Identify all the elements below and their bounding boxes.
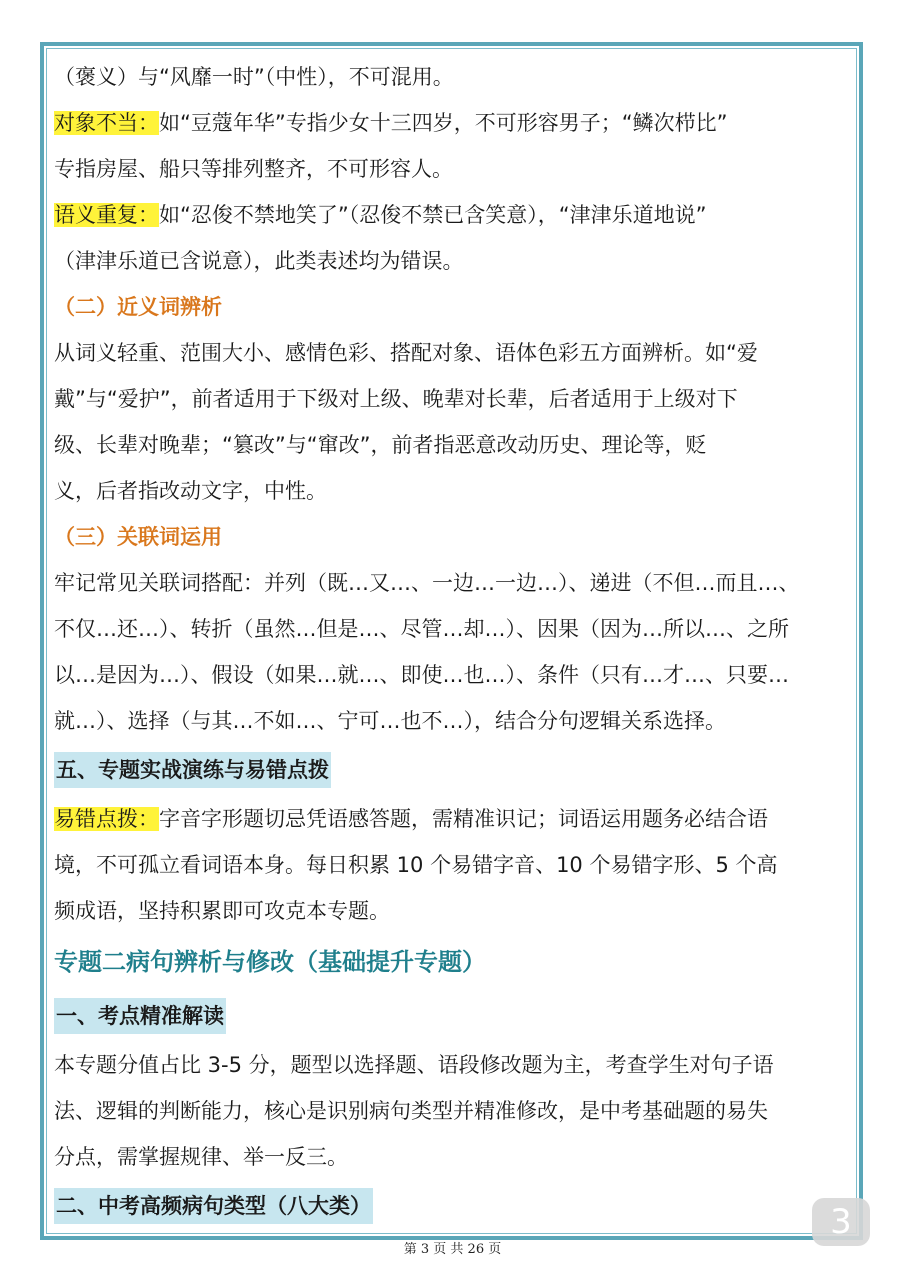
topic-heading: 专题二病句辨析与修改（基础提升专题） xyxy=(54,948,486,976)
paragraph-line: 频成语，坚持积累即可攻克本专题。 xyxy=(54,899,390,923)
paragraph-line: 戴”与“爱护”，前者适用于下级对上级、晚辈对长辈，后者适用于上级对下 xyxy=(54,387,738,411)
section-heading-row xyxy=(54,1180,844,1232)
paragraph-line: 境，不可孤立看词语本身。每日积累 10 个易错字音、10 个易错字形、5 个高 xyxy=(54,853,778,877)
highlight-label: 语义重复： xyxy=(54,203,159,227)
paragraph-line: （津津乐道已含说意），此类表述均为错误。 xyxy=(54,249,464,273)
paragraph-line: 对象不当：如“豆蔻年华”专指少女十三四岁，不可形容男子；“鳞次栉比” xyxy=(54,111,728,135)
page-number-badge: 3 xyxy=(812,1198,870,1246)
paragraph-line: 级、长辈对晚辈；“篡改”与“窜改”，前者指恶意改动历史、理论等，贬 xyxy=(54,433,707,457)
highlight-label: 对象不当： xyxy=(54,111,159,135)
paragraph-line: 从词义轻重、范围大小、感情色彩、搭配对象、语体色彩五方面辨析。如“爱 xyxy=(54,341,758,365)
document-body xyxy=(54,54,844,1232)
paragraph-line: 专指房屋、船只等排列整齐，不可形容人。 xyxy=(54,157,453,181)
section-heading-row xyxy=(54,990,844,1042)
paragraph-line: 以…是因为…）、假设（如果…就…、即使…也…）、条件（只有…才…、只要… xyxy=(54,663,789,687)
paragraph-line: 牢记常见关联词搭配：并列（既…又…、一边…一边…）、递进（不但…而且…、 xyxy=(54,571,800,595)
paragraph-line: 分点，需掌握规律、举一反三。 xyxy=(54,1145,348,1169)
subsection-heading: （二）近义词辨析 xyxy=(54,295,222,319)
paragraph-line: 不仅…还…）、转折（虽然…但是…、尽管…却…）、因果（因为…所以…、之所 xyxy=(54,617,789,641)
subsection-heading: （三）关联词运用 xyxy=(54,525,222,549)
paragraph-line: 法、逻辑的判断能力，核心是识别病句类型并精准修改，是中考基础题的易失 xyxy=(54,1099,768,1123)
paragraph-line: 语义重复：如“忍俊不禁地笑了”（忍俊不禁已含笑意），“津津乐道地说” xyxy=(54,203,707,227)
paragraph-line: 易错点拨：字音字形题切忌凭语感答题，需精准识记；词语运用题务必结合语 xyxy=(54,807,768,831)
paragraph-line: 本专题分值占比 3-5 分，题型以选择题、语段修改题为主，考查学生对句子语 xyxy=(54,1053,774,1077)
section-heading: 五、专题实战演练与易错点拨 xyxy=(54,752,331,788)
section-heading-row xyxy=(54,744,844,796)
paragraph-line: （褒义）与“风靡一时”（中性），不可混用。 xyxy=(54,65,454,89)
section-heading: 一、考点精准解读 xyxy=(54,998,226,1034)
page-footer: 第 3 页 共 26 页 xyxy=(403,1242,502,1257)
paragraph-line: 义，后者指改动文字，中性。 xyxy=(54,479,327,503)
highlight-label: 易错点拨： xyxy=(54,807,159,831)
section-heading: 二、中考高频病句类型（八大类） xyxy=(54,1188,373,1224)
paragraph-line: 就…）、选择（与其…不如…、宁可…也不…），结合分句逻辑关系选择。 xyxy=(54,709,726,733)
